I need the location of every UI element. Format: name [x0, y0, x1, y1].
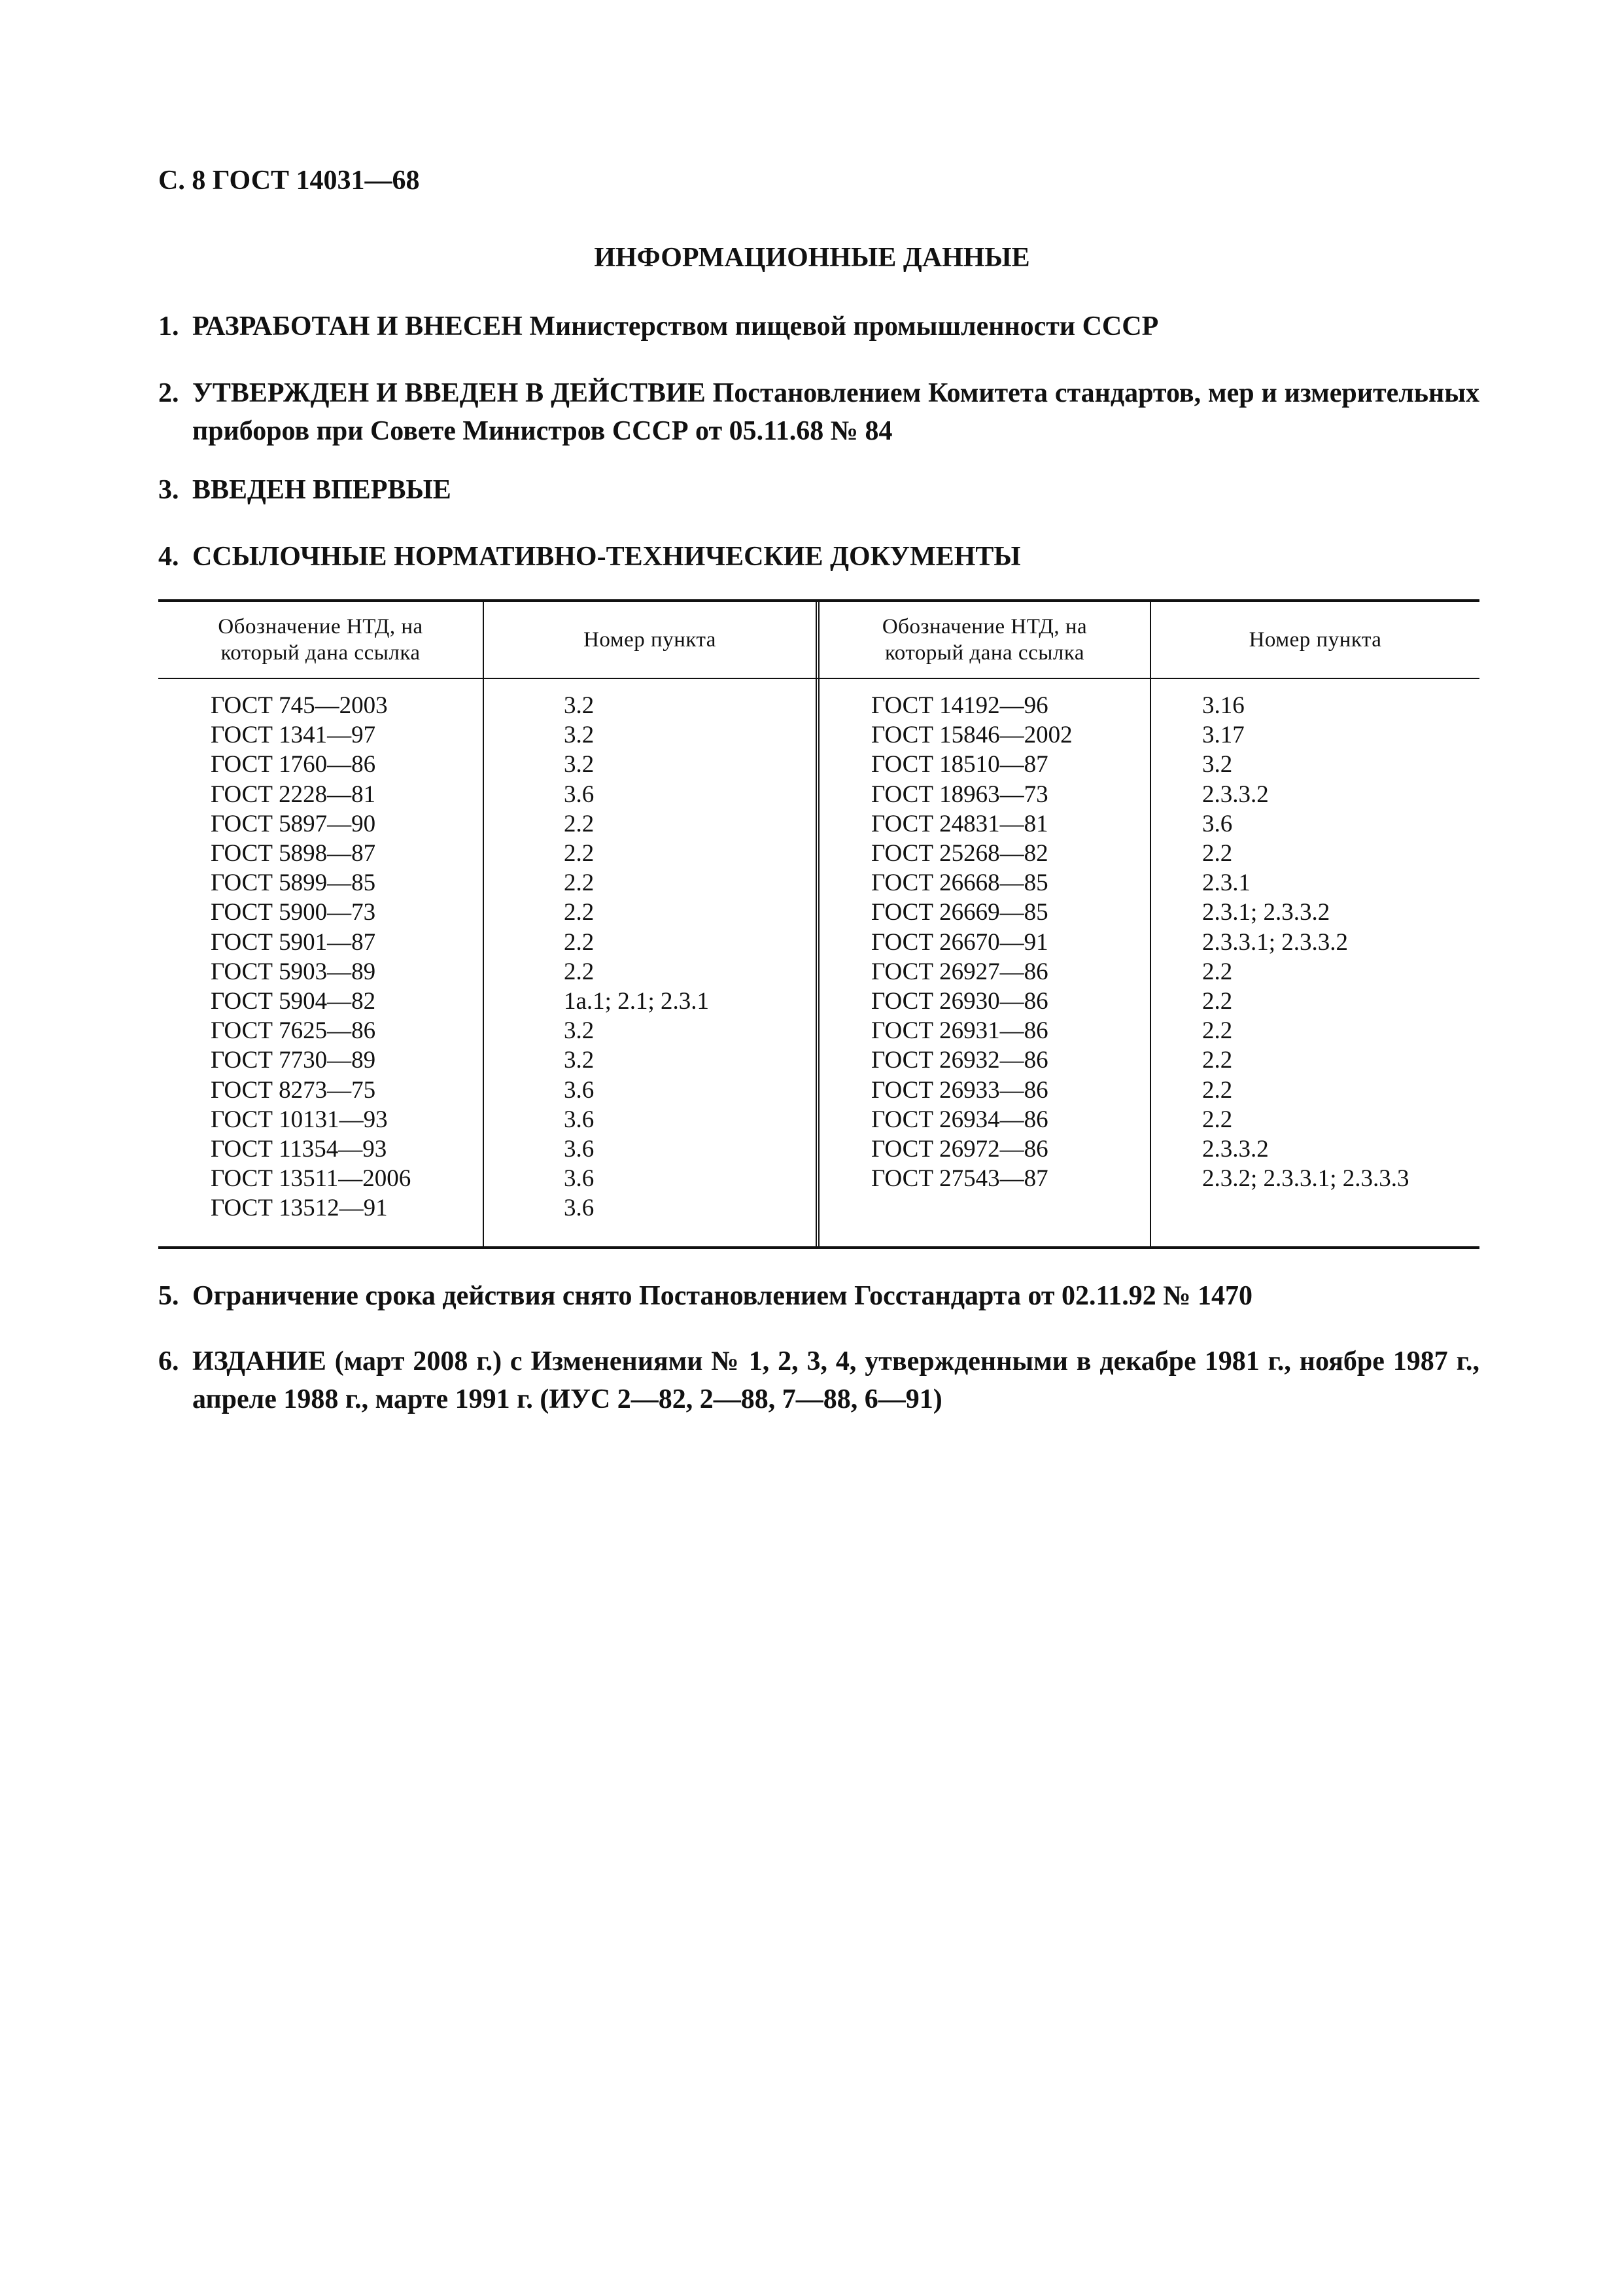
item-heading: УТВЕРЖДЕН И ВВЕДЕН В ДЕЙСТВИЕ [192, 378, 706, 408]
table-cell-clause: 2.2 [564, 958, 595, 985]
table-cell-clause: 2.2 [1202, 988, 1233, 1015]
table-cell-clause: 3.2 [564, 1017, 595, 1045]
column-divider-double [816, 602, 820, 1246]
table-cell-clause: 3.6 [564, 1165, 595, 1193]
table-cell-doc: ГОСТ 26972—86 [871, 1136, 1048, 1163]
table-cell-clause: 3.6 [564, 1195, 595, 1222]
table-cell-clause: 3.2 [1202, 751, 1233, 779]
table-cell-doc: ГОСТ 25268—82 [871, 840, 1048, 867]
table-cell-doc: ГОСТ 26670—91 [871, 928, 1048, 956]
table-cell-clause: 3.2 [564, 1047, 595, 1074]
table-cell-clause: 2.2 [564, 869, 595, 897]
table-cell-doc: ГОСТ 14192—96 [871, 692, 1048, 719]
table-cell-doc: ГОСТ 26931—86 [871, 1017, 1048, 1045]
info-item-2 [158, 374, 1479, 450]
table-cell-clause: 2.2 [1202, 1106, 1233, 1133]
table-cell-clause: 3.6 [1202, 810, 1233, 837]
item-heading: РАЗРАБОТАН И ВНЕСЕН [192, 311, 523, 342]
table-cell-doc: ГОСТ 8273—75 [211, 1076, 376, 1104]
item-number: 1. [158, 311, 179, 342]
info-item-1 [158, 307, 1479, 345]
table-cell-clause: 3.6 [564, 1076, 595, 1104]
item-number: 6. [158, 1346, 179, 1376]
table-cell-doc: ГОСТ 13512—91 [211, 1195, 388, 1222]
references-table [158, 599, 1479, 1249]
info-item-4 [158, 538, 1479, 576]
table-cell-clause: 2.2 [1202, 1076, 1233, 1104]
item-number: 5. [158, 1281, 179, 1311]
table-cell-clause: 2.2 [1202, 958, 1233, 985]
item-heading: ИЗДАНИЕ [192, 1346, 326, 1376]
header-designation-left: Обозначение НТД, на который дана ссылка [218, 615, 423, 665]
table-cell-doc: ГОСТ 5898—87 [211, 840, 376, 867]
column-divider [483, 602, 484, 1246]
table-cell-doc: ГОСТ 1341—97 [211, 722, 376, 749]
table-cell-clause: 2.2 [564, 899, 595, 926]
table-cell-clause: 3.6 [564, 1136, 595, 1163]
item-number: 4. [158, 542, 179, 572]
item-number: 3. [158, 475, 179, 505]
item-text: Постановлением Комитета стандартов, мер и измерительных приборов при Совете Министров СССР от 05.11.68 № 84 [192, 378, 1479, 446]
right-designation-column [871, 691, 1073, 1193]
table-cell-doc: ГОСТ 26668—85 [871, 869, 1048, 897]
item-text: Ограничение срока действия снято Постановлением Госстандарта от 02.11.92 № 1470 [192, 1281, 1253, 1311]
table-cell-doc: ГОСТ 5901—87 [211, 928, 376, 956]
table-cell-doc: ГОСТ 7730—89 [211, 1047, 376, 1074]
table-cell-doc: ГОСТ 7625—86 [211, 1017, 376, 1045]
table-cell-clause: 2.3.3.2 [1202, 780, 1269, 808]
table-cell-clause: 2.2 [1202, 1017, 1233, 1045]
table-cell-clause: 2.2 [564, 928, 595, 956]
info-item-3 [158, 471, 1479, 509]
info-item-6 [158, 1342, 1479, 1418]
table-cell-doc: ГОСТ 27543—87 [871, 1165, 1048, 1193]
table-cell-clause: 3.2 [564, 751, 595, 779]
table-cell-doc: ГОСТ 18963—73 [871, 780, 1048, 808]
table-cell-clause: 2.3.3.2 [1202, 1136, 1269, 1163]
table-cell-doc: ГОСТ 15846—2002 [871, 722, 1073, 749]
table-cell-clause: 2.2 [564, 840, 595, 867]
table-cell-clause: 3.16 [1202, 692, 1245, 719]
table-cell-doc: ГОСТ 2228—81 [211, 780, 376, 808]
item-number: 2. [158, 378, 179, 408]
running-head: С. 8 ГОСТ 14031—68 [158, 166, 420, 196]
item-heading: ССЫЛОЧНЫЕ НОРМАТИВНО-ТЕХНИЧЕСКИЕ ДОКУМЕНТЫ [192, 542, 1021, 572]
table-cell-clause: 2.3.1; 2.3.3.2 [1202, 899, 1330, 926]
table-cell-clause: 3.2 [564, 692, 595, 719]
left-designation-column [211, 691, 411, 1223]
table-cell-clause: 2.2 [1202, 840, 1233, 867]
table-cell-clause: 2.2 [564, 810, 595, 837]
table-cell-doc: ГОСТ 24831—81 [871, 810, 1048, 837]
table-cell-doc: ГОСТ 13511—2006 [211, 1165, 411, 1193]
table-cell-clause: 3.17 [1202, 722, 1245, 749]
table-cell-doc: ГОСТ 11354—93 [211, 1136, 387, 1163]
item-text: (март 2008 г.) с Изменениями № 1, 2, 3, 4, утвержденными в декабре 1981 г., ноябре 1987 г., апреле 1988 г., марте 1991 г. (ИУС 2—82, 2—88, 7—88, 6—91) [192, 1346, 1479, 1414]
table-cell-clause: 2.3.2; 2.3.3.1; 2.3.3.3 [1202, 1165, 1409, 1193]
table-cell-clause: 1а.1; 2.1; 2.3.1 [564, 988, 709, 1015]
column-divider [1150, 602, 1151, 1246]
page-title: ИНФОРМАЦИОННЫЕ ДАННЫЕ [594, 243, 1030, 273]
header-clause-left: Номер пункта [583, 628, 716, 652]
table-cell-doc: ГОСТ 10131—93 [211, 1106, 388, 1133]
info-item-5 [158, 1277, 1479, 1315]
table-cell-clause: 3.6 [564, 1106, 595, 1133]
table-cell-clause: 2.3.1 [1202, 869, 1251, 897]
header-designation-right: Обозначение НТД, на который дана ссылка [882, 615, 1088, 665]
table-cell-doc: ГОСТ 1760—86 [211, 751, 376, 779]
table-cell-doc: ГОСТ 26932—86 [871, 1047, 1048, 1074]
right-clause-column [1202, 691, 1409, 1193]
item-text: Министерством пищевой промышленности СССР [522, 311, 1159, 342]
table-cell-doc: ГОСТ 5903—89 [211, 958, 376, 985]
table-cell-doc: ГОСТ 26933—86 [871, 1076, 1048, 1104]
table-cell-doc: ГОСТ 26930—86 [871, 988, 1048, 1015]
table-cell-doc: ГОСТ 18510—87 [871, 751, 1048, 779]
table-cell-clause: 2.3.3.1; 2.3.3.2 [1202, 928, 1349, 956]
item-heading: ВВЕДЕН ВПЕРВЫЕ [192, 475, 451, 505]
header-clause-right: Номер пункта [1249, 628, 1382, 652]
table-cell-clause: 3.6 [564, 780, 595, 808]
left-clause-column [564, 691, 709, 1223]
table-cell-doc: ГОСТ 26669—85 [871, 899, 1048, 926]
table-cell-doc: ГОСТ 5904—82 [211, 988, 376, 1015]
table-cell-clause: 2.2 [1202, 1047, 1233, 1074]
table-cell-doc: ГОСТ 5900—73 [211, 899, 376, 926]
table-cell-doc: ГОСТ 745—2003 [211, 692, 388, 719]
table-cell-doc: ГОСТ 26934—86 [871, 1106, 1048, 1133]
table-cell-clause: 3.2 [564, 722, 595, 749]
table-cell-doc: ГОСТ 26927—86 [871, 958, 1048, 985]
table-cell-doc: ГОСТ 5897—90 [211, 810, 376, 837]
table-cell-doc: ГОСТ 5899—85 [211, 869, 376, 897]
